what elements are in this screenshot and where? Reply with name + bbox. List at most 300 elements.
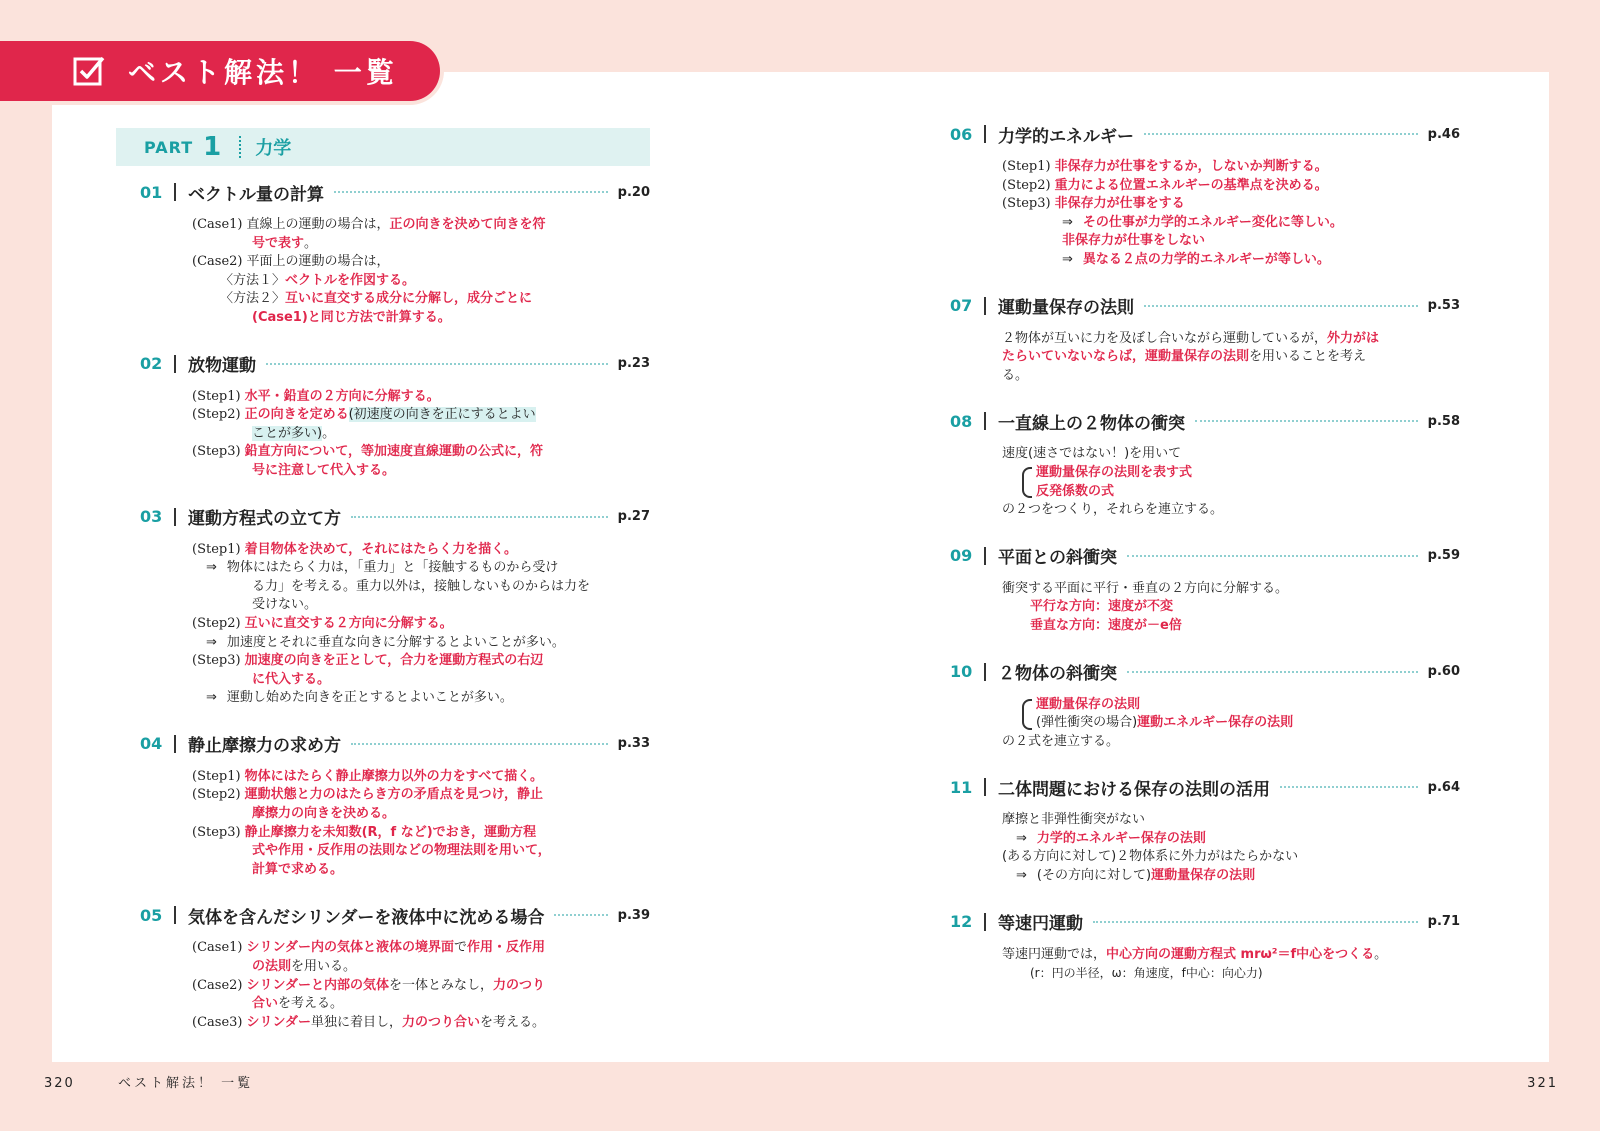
text-run: 運動量保存の法則を表す式 (1036, 464, 1193, 480)
text-run: 物体にはたらく静止摩擦力以外の力をすべて描く。 (244, 768, 544, 784)
right-column (950, 120, 1460, 1006)
body-line (192, 861, 650, 880)
line-content (1016, 830, 1206, 849)
text-run: る。 (1002, 367, 1029, 383)
line-content (252, 958, 356, 977)
leader-dots (351, 516, 608, 518)
text-run: 摩擦力の向きを決める。 (252, 806, 396, 822)
section-header (140, 730, 650, 758)
text-run: ⇒ (206, 690, 217, 706)
line-content (245, 824, 537, 843)
line-content (1030, 964, 1263, 984)
body-line (192, 768, 650, 787)
leader-dots (1127, 671, 1418, 673)
line-content (252, 842, 551, 861)
step-label: (Step1) (1002, 159, 1051, 174)
text-run: ⇒ (1062, 251, 1073, 267)
section-body (950, 580, 1460, 636)
body-line (192, 462, 650, 481)
left-brace (1022, 467, 1032, 498)
section-07 (950, 292, 1460, 386)
text-run: 。 (322, 425, 336, 441)
brace-items (1036, 696, 1293, 733)
line-content (1002, 848, 1298, 867)
line-content (206, 634, 565, 653)
section-number: 06 (950, 124, 973, 144)
text-run: 等速円運動では， (1002, 946, 1107, 962)
body-line (1002, 501, 1460, 520)
section-11 (950, 773, 1460, 885)
text-run: 衝突する平面に平行・垂直の２方向に分解する。 (1002, 580, 1289, 596)
text-run: 〈方法２〉 (220, 291, 286, 307)
section-01 (140, 178, 650, 328)
line-content (252, 995, 343, 1014)
body-line (192, 235, 650, 254)
line-content (246, 939, 545, 958)
step-label: (Step2) (192, 407, 241, 423)
text-run: シリンダー (246, 1014, 311, 1030)
page-reference: p.23 (617, 356, 650, 372)
leader-dots (1144, 133, 1418, 135)
page-reference: p.71 (1427, 914, 1460, 930)
body-line (192, 958, 650, 977)
text-run: 物体にはたらく力は，「重力」と「接触するものから受け (226, 560, 559, 576)
brace-items (1036, 464, 1192, 501)
section-body (140, 216, 650, 328)
body-line (1002, 367, 1460, 386)
text-run: 加速度とそれに垂直な向きに分解するとよいことが多い。 (226, 634, 565, 650)
body-line (192, 939, 650, 958)
page-reference: p.60 (1427, 664, 1460, 679)
section-title: 運動方程式の立て方 (188, 509, 341, 530)
section-body (140, 939, 650, 1032)
text-run: その仕事が力学的エネルギー変化に等しい。 (1082, 214, 1343, 230)
body-line (192, 689, 650, 708)
step-label: (Step2) (192, 615, 241, 631)
step-label: (Step2) (1002, 177, 1051, 193)
line-content (1002, 501, 1223, 520)
step-label: (Step1) (192, 541, 241, 557)
line-content (245, 388, 440, 407)
section-divider (984, 778, 986, 796)
text-run: 運動量保存の法則 (1036, 696, 1141, 712)
text-run: 号に注意して代入する。 (252, 462, 396, 478)
body-line (192, 842, 650, 861)
line-content (245, 768, 543, 787)
line-content (1002, 445, 1181, 464)
section-header (950, 407, 1460, 435)
text-run: 互いに直交する成分に分解し，成分ごとに (285, 291, 533, 307)
section-header (140, 178, 650, 206)
page-reference: p.53 (1427, 298, 1460, 314)
text-run: を考える。 (278, 996, 344, 1012)
brace-line (1036, 483, 1192, 502)
body-line (192, 652, 650, 671)
step-label: (Step3) (192, 824, 241, 840)
left-brace (1022, 699, 1032, 730)
body-line (1002, 330, 1460, 349)
section-title: 一直線上の２物体の衝突 (998, 413, 1185, 434)
text-run: 作用・反作用 (466, 940, 545, 956)
text-run: (弾性衝突の場合) (1036, 715, 1138, 731)
line-content (1002, 348, 1366, 367)
body-line (1002, 445, 1460, 464)
text-run: 速度(速さではない！)を用いて (1002, 446, 1182, 462)
section-body (950, 696, 1460, 752)
leader-dots (266, 363, 608, 365)
body-line (192, 615, 650, 634)
brace-line (1036, 464, 1192, 483)
text-run: 反発係数の式 (1036, 483, 1115, 499)
text-run: 合い (252, 996, 279, 1012)
text-run: ⇒ (1016, 830, 1027, 846)
text-run: 力学的エネルギー保存の法則 (1036, 830, 1206, 846)
body-line (192, 272, 650, 291)
body-line (1002, 232, 1460, 251)
section-body (950, 330, 1460, 386)
body-line (1002, 158, 1460, 177)
part-header (116, 128, 650, 166)
text-run: を考える。 (480, 1014, 546, 1030)
line-content (220, 272, 415, 291)
section-header (950, 120, 1460, 148)
step-label: (Case2) (192, 254, 243, 270)
text-run: 単独に着目し， (310, 1014, 402, 1030)
line-content (252, 596, 317, 615)
body-line (192, 559, 650, 578)
part-name: 力学 (255, 138, 292, 159)
text-run: に代入する。 (252, 671, 331, 687)
section-body (950, 445, 1460, 519)
body-line (1002, 617, 1460, 636)
leader-dots (554, 914, 607, 916)
leader-dots (334, 191, 608, 193)
text-run: ２物体が互いに力を及ぼし合いながら運動しているが， (1002, 330, 1328, 346)
text-run: シリンダー内の気体と液体の境界面 (246, 940, 454, 956)
body-line (1002, 251, 1460, 270)
body-line (192, 443, 650, 462)
section-title: ベクトル量の計算 (188, 184, 324, 205)
section-04 (140, 730, 650, 880)
section-10 (950, 658, 1460, 752)
body-line (1002, 733, 1460, 752)
section-divider (174, 508, 176, 526)
step-label: (Case1) (192, 217, 243, 232)
section-header (950, 773, 1460, 801)
text-run: 鉛直方向について，等加速度直線運動の公式に，符 (244, 444, 544, 460)
line-content (245, 541, 517, 560)
line-content (1002, 580, 1288, 599)
text-run: 着目物体を決めて，それにはたらく力を描く。 (244, 541, 518, 557)
section-header (950, 542, 1460, 570)
body-line (1002, 348, 1460, 367)
line-content (1030, 598, 1173, 617)
text-run: で (453, 940, 467, 956)
line-content (245, 615, 453, 634)
section-number: 12 (950, 912, 973, 932)
text-run: 式や作用・反作用の法則などの物理法則を用いて， (252, 843, 551, 859)
body-line (192, 786, 650, 805)
body-line (1002, 195, 1460, 214)
section-03 (140, 503, 650, 708)
body-line (192, 425, 650, 444)
page-reference: p.20 (617, 184, 650, 200)
text-run: 非保存力が仕事をするか，しないか判断する。 (1054, 159, 1328, 174)
text-run: ことが多い) (252, 425, 323, 441)
body-line (192, 309, 650, 328)
body-line (192, 216, 650, 235)
body-line (1002, 177, 1460, 196)
left-column (140, 178, 650, 1054)
text-run: 垂直な方向：速度が－e倍 (1030, 617, 1182, 633)
body-line (192, 406, 650, 425)
text-run: 運動量保存の法則 (1151, 868, 1256, 884)
text-run: ⇒ (206, 560, 217, 576)
section-divider (984, 297, 986, 315)
section-number: 01 (140, 182, 163, 202)
brace-line (1036, 714, 1293, 733)
text-run: 平面上の運動の場合は， (246, 254, 390, 270)
line-content (252, 235, 317, 254)
text-run: 水平・鉛直の２方向に分解する。 (244, 388, 440, 404)
section-title: 力学的エネルギー (998, 126, 1134, 147)
text-run: ⇒ (1016, 868, 1027, 884)
text-run: ベクトルを作図する。 (285, 272, 416, 288)
text-run: 加速度の向きを正として，合力を運動方程式の右辺 (244, 653, 544, 669)
body-line (192, 977, 650, 996)
step-label: (Case1) (192, 940, 243, 956)
step-label: (Case3) (192, 1014, 243, 1030)
section-header (950, 658, 1460, 686)
text-run: 非保存力が仕事をする (1054, 196, 1185, 212)
line-content (252, 462, 395, 481)
leader-dots (1280, 786, 1418, 788)
line-content (1002, 330, 1379, 349)
section-number: 11 (950, 777, 973, 797)
body-line (1002, 964, 1460, 984)
body-line (192, 290, 650, 309)
body-line (1002, 811, 1460, 830)
section-09 (950, 542, 1460, 636)
text-run: 。 (304, 235, 318, 251)
body-line (192, 1014, 650, 1033)
section-number: 09 (950, 546, 973, 566)
section-06 (950, 120, 1460, 270)
section-body (140, 388, 650, 481)
step-label: (Step1) (192, 388, 241, 404)
section-title: 平面との斜衝突 (998, 548, 1117, 569)
text-run: 力のつり (492, 977, 545, 993)
text-run: る力」を考える。重力以外は，接触しないものからは力を (252, 578, 591, 594)
leader-dots (1195, 420, 1418, 422)
footer-title: ベスト解法！ 一覧 (118, 1076, 254, 1091)
text-run: を用いる。 (291, 959, 357, 975)
section-header (950, 292, 1460, 320)
line-content (1062, 232, 1205, 251)
page-reference: p.59 (1427, 548, 1460, 564)
section-body (950, 946, 1460, 984)
section-number: 10 (950, 662, 973, 681)
section-header (140, 503, 650, 531)
text-run: を用いることを考え (1249, 349, 1367, 365)
line-content (252, 805, 395, 824)
section-divider (984, 913, 986, 931)
page-number-right: 321 (1527, 1076, 1558, 1091)
body-line (1002, 946, 1460, 965)
body-line (192, 824, 650, 843)
leader-dots (1093, 921, 1418, 923)
brace-line (1036, 696, 1293, 715)
step-label: (Step3) (192, 653, 241, 669)
text-run: (r：円の半径，ω：角速度，f中心：向心力) (1030, 966, 1263, 981)
section-header (140, 901, 650, 929)
section-title: 二体問題における保存の法則の活用 (998, 779, 1270, 800)
page-title: ベスト解法！ 一覧 (128, 56, 398, 89)
text-run: 運動状態と力のはたらき方の矛盾点を見つけ，静止 (244, 787, 544, 803)
section-05 (140, 901, 650, 1032)
line-content (252, 861, 343, 880)
section-header (140, 350, 650, 378)
body-line (192, 541, 650, 560)
line-content (1062, 251, 1330, 270)
step-label: (Step3) (192, 444, 241, 460)
text-run: を一体とみなし， (388, 977, 493, 993)
text-run: 受けない。 (252, 597, 318, 613)
line-content (252, 671, 330, 690)
text-run: 運動し始めた向きを正とするとよいことが多い。 (226, 690, 513, 706)
section-02 (140, 350, 650, 481)
page-reference: p.64 (1427, 779, 1460, 795)
body-line (1002, 867, 1460, 886)
text-run: 直線上の運動の場合は， (246, 217, 390, 232)
leader-dots (1127, 555, 1418, 557)
line-content (246, 977, 545, 996)
text-run: の法則 (252, 959, 292, 975)
body-line (192, 671, 650, 690)
text-run: の２つをつくり，それらを連立する。 (1002, 502, 1224, 518)
section-divider (984, 125, 986, 143)
line-content (1016, 867, 1255, 886)
section-divider (984, 412, 986, 430)
section-body (140, 541, 650, 708)
body-line (192, 995, 650, 1014)
line-content (1002, 946, 1387, 965)
text-run: ⇒ (1062, 214, 1073, 230)
text-run: 号で表す (252, 235, 305, 251)
section-number: 03 (140, 507, 163, 527)
leader-dots (351, 743, 608, 745)
body-line (192, 578, 650, 597)
section-divider (174, 355, 176, 373)
text-run: シリンダーと内部の気体 (246, 977, 389, 993)
text-run: 静止摩擦力を未知数(R，f など)でおき，運動方程 (244, 824, 537, 840)
line-content (246, 1014, 545, 1033)
line-content (1002, 367, 1028, 386)
line-content (252, 309, 451, 328)
line-content (1055, 158, 1328, 177)
page-number-left: 320 (44, 1076, 75, 1091)
body-line (192, 253, 650, 272)
body-line (1002, 598, 1460, 617)
text-run: 平行な方向：速度が不変 (1030, 599, 1174, 615)
text-run: 正の向きを定める (244, 407, 349, 423)
section-title: 静止摩擦力の求め方 (188, 736, 341, 757)
section-body (950, 811, 1460, 885)
brace-group (1002, 696, 1460, 733)
line-content (1002, 733, 1119, 752)
line-content (1055, 177, 1328, 196)
checkbox-check-icon (72, 54, 106, 88)
body-line (192, 634, 650, 653)
line-content (245, 406, 536, 425)
section-title: 等速円運動 (998, 914, 1083, 935)
line-content (246, 216, 545, 235)
section-08 (950, 407, 1460, 519)
line-content (1062, 214, 1343, 233)
body-line (1002, 830, 1460, 849)
line-content (245, 443, 543, 462)
text-run: 異なる２点の力学的エネルギーが等しい。 (1082, 251, 1330, 267)
line-content (1002, 811, 1145, 830)
page-reference: p.39 (617, 907, 650, 923)
text-run: (ある方向に対して)２物体系に外力がはたらかない (1002, 849, 1299, 865)
text-run: 非保存力が仕事をしない (1062, 233, 1206, 249)
text-run: 運動エネルギー保存の法則 (1137, 715, 1294, 731)
section-title: 放物運動 (188, 356, 256, 377)
text-run: (その方向に対して) (1036, 868, 1152, 884)
text-run: 正の向きを決めて向きを符 (389, 217, 546, 232)
section-title: 気体を含んだシリンダーを液体中に沈める場合 (188, 907, 545, 928)
line-content (245, 652, 544, 671)
line-content (245, 786, 543, 805)
section-divider (174, 735, 176, 753)
section-12 (950, 908, 1460, 984)
page-reference: p.27 (617, 509, 650, 525)
section-number: 07 (950, 296, 973, 316)
page-reference: p.33 (617, 736, 650, 752)
section-number: 08 (950, 411, 973, 431)
text-run: たらいていないならば，運動量保存の法則 (1002, 349, 1250, 365)
body-line (1002, 214, 1460, 233)
header-banner (0, 41, 440, 101)
page-reference: p.46 (1427, 126, 1460, 142)
text-run: (Case1)と同じ方法で計算する。 (252, 309, 451, 325)
line-content (220, 290, 532, 309)
part-separator (239, 136, 241, 158)
brace-group (1002, 464, 1460, 501)
text-run: (初速度の向きを正にするとよい (348, 407, 536, 423)
body-line (192, 596, 650, 615)
section-divider (174, 906, 176, 924)
text-run: 外力がは (1327, 330, 1380, 346)
section-title: 運動量保存の法則 (998, 298, 1134, 319)
section-number: 04 (140, 734, 163, 754)
body-line (1002, 848, 1460, 867)
section-title: ２物体の斜衝突 (998, 664, 1117, 684)
text-run: 摩擦と非弾性衝突がない (1002, 812, 1146, 828)
text-run: 中心方向の運動方程式 mrω²＝f中心をつくる (1106, 946, 1375, 962)
text-run: 力のつり合い (401, 1014, 480, 1030)
page-reference: p.58 (1427, 413, 1460, 429)
text-run: 計算で求める。 (252, 861, 344, 877)
section-divider (174, 183, 176, 201)
section-divider (984, 663, 986, 681)
section-body (950, 158, 1460, 270)
line-content (252, 425, 335, 444)
line-content (246, 253, 389, 272)
part-word: PART (144, 137, 194, 157)
step-label: (Step2) (192, 787, 241, 803)
